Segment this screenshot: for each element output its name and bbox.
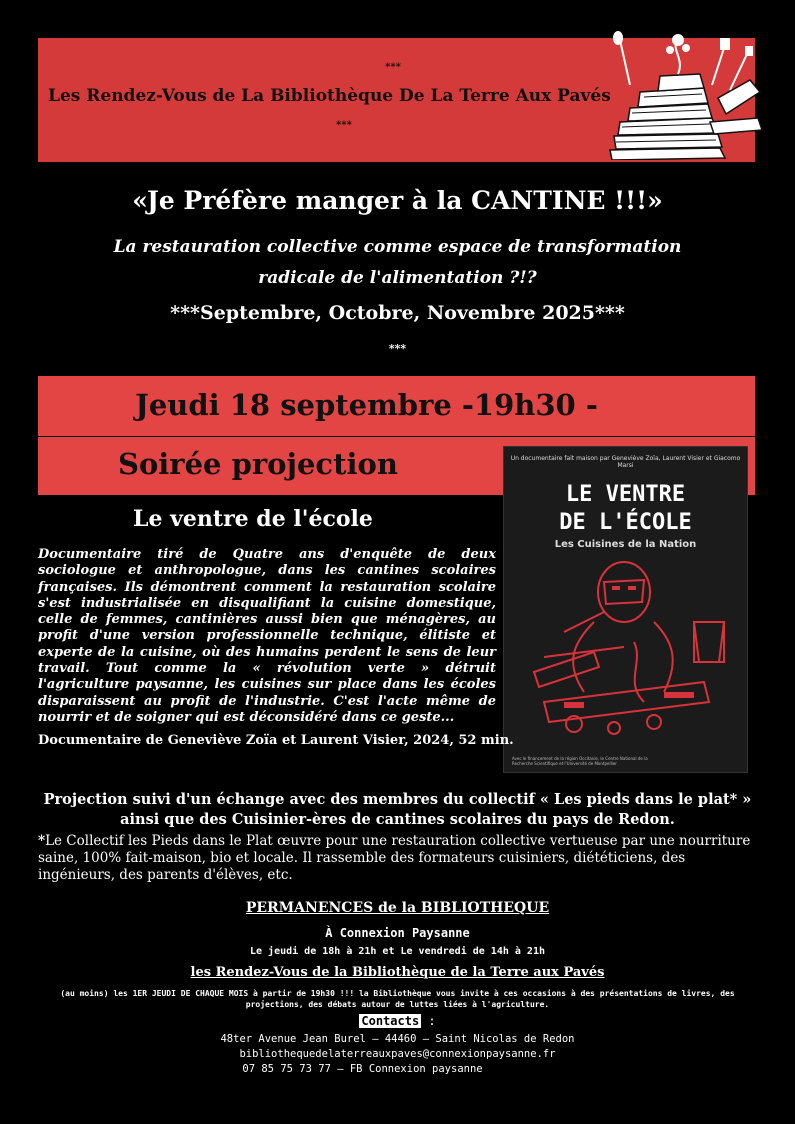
projection-info — [0, 790, 795, 830]
header-title: Les Rendez-Vous de La Bibliothèque De La Terre Aux Pavés — [48, 86, 611, 106]
poster-title — [504, 481, 747, 537]
event-dates: ***Septembre, Octobre, Novembre 2025*** — [170, 302, 625, 324]
poster-subtitle: Les Cuisines de la Nation — [554, 539, 697, 550]
rdv-description: (au moins) les 1ER JEUDI DE CHAQUE MOIS à partir de 19h30 !!! la Bibliothèque vous invite à ces occasions à des présentations de livres, des projections, des débats autour de luttes liées à l'agriculture. — [60, 989, 735, 1009]
event-stars: *** — [388, 342, 407, 355]
poster-title-line2: DE L'ÉCOLE — [559, 510, 692, 535]
permanences-place: À Connexion Paysanne — [325, 926, 470, 940]
collectif-note-marker: * — [38, 833, 46, 849]
header-stars-bottom: *** — [336, 120, 352, 131]
film-description: Documentaire tiré de Quatre ans d'enquête de deux sociologue et anthropologue, dans les cantines scolaires françaises. Ils démontrent comment la restauration scolaire s'est industrialisée en disqualifiant la cuisine domestique, celle de femmes, cantinières aussi bien que ménagères, au profit d'une version professionnelle technique, élitiste et experte de la cuisine, où des humains perdent le sens de leur travail. Tout comme la « révolution verte » détruit l'agriculture paysanne, les cuisines sur place dans les écoles disparaissent au profit de l'industrie. C'est l'acte même de nourrir et de soigner qui est déconsidéré dans ce geste... — [38, 547, 496, 725]
permanences-hours: Le jeudi de 18h à 21h et Le vendredi de 14h à 21h — [249, 946, 545, 957]
contacts-heading — [0, 1014, 795, 1028]
event-title: «Je Préfère manger à la CANTINE !!!» — [132, 186, 663, 215]
books-illustration-icon — [600, 30, 770, 160]
session-date-time: Jeudi 18 septembre -19h30 - — [135, 388, 598, 422]
session-type: Soirée projection — [118, 447, 398, 481]
poster-title-line1: LE VENTRE — [565, 482, 686, 507]
session-date-band — [38, 376, 755, 436]
film-poster — [503, 446, 748, 773]
projection-line2: ainsi que des Cuisinier-ères de cantines scolaires du pays de Redon. — [120, 811, 675, 828]
contacts-colon: : — [421, 1014, 436, 1028]
event-subtitle-line2: radicale de l'alimentation ?!? — [258, 268, 537, 288]
permanences-title: PERMANENCES de la BIBLIOTHEQUE — [245, 900, 550, 916]
event-subtitle — [0, 232, 795, 294]
projection-line1: Projection suivi d'un échange avec des membres du collectif « Les pieds dans le plat* » — [43, 791, 752, 808]
poster-footer: Avec le financement de la région Occitanie, le Centre National de la Recherche Scientifique et l'Université de Montpellier — [512, 756, 648, 766]
contact-phone: 07 85 75 73 77 – FB Connexion paysanne — [242, 1063, 483, 1075]
film-title: Le ventre de l'école — [133, 506, 373, 532]
rdv-title: les Rendez-Vous de la Bibliothèque de la Terre aux Pavés — [190, 965, 605, 980]
contacts-label: Contacts — [361, 1014, 420, 1028]
collectif-note-text: Le Collectif les Pieds dans le Plat œuvre pour une restauration collective vertueuse par une nourriture saine, 100% fait-maison, bio et locale. Il rassemble des formateurs cuisiniers, diététiciens, des ingénieurs, des parents d'élèves, etc. — [38, 833, 751, 883]
contact-address: 48ter Avenue Jean Burel – 44460 – Saint Nicolas de Redon — [220, 1033, 575, 1045]
contact-email[interactable]: bibliothequedelaterreauxpaves@connexionpaysanne.fr — [239, 1048, 556, 1060]
poster-credit: Un documentaire fait maison par Geneviève Zoïa, Laurent Visier et Giacomo Marsi — [510, 455, 741, 469]
event-subtitle-line1: La restauration collective comme espace de transformation — [113, 237, 682, 257]
header-stars-top: *** — [385, 62, 401, 73]
poster-illustration-icon — [504, 552, 749, 742]
film-credit: Documentaire de Geneviève Zoïa et Laurent Visier, 2024, 52 min. — [38, 733, 514, 748]
collectif-note — [38, 833, 760, 884]
